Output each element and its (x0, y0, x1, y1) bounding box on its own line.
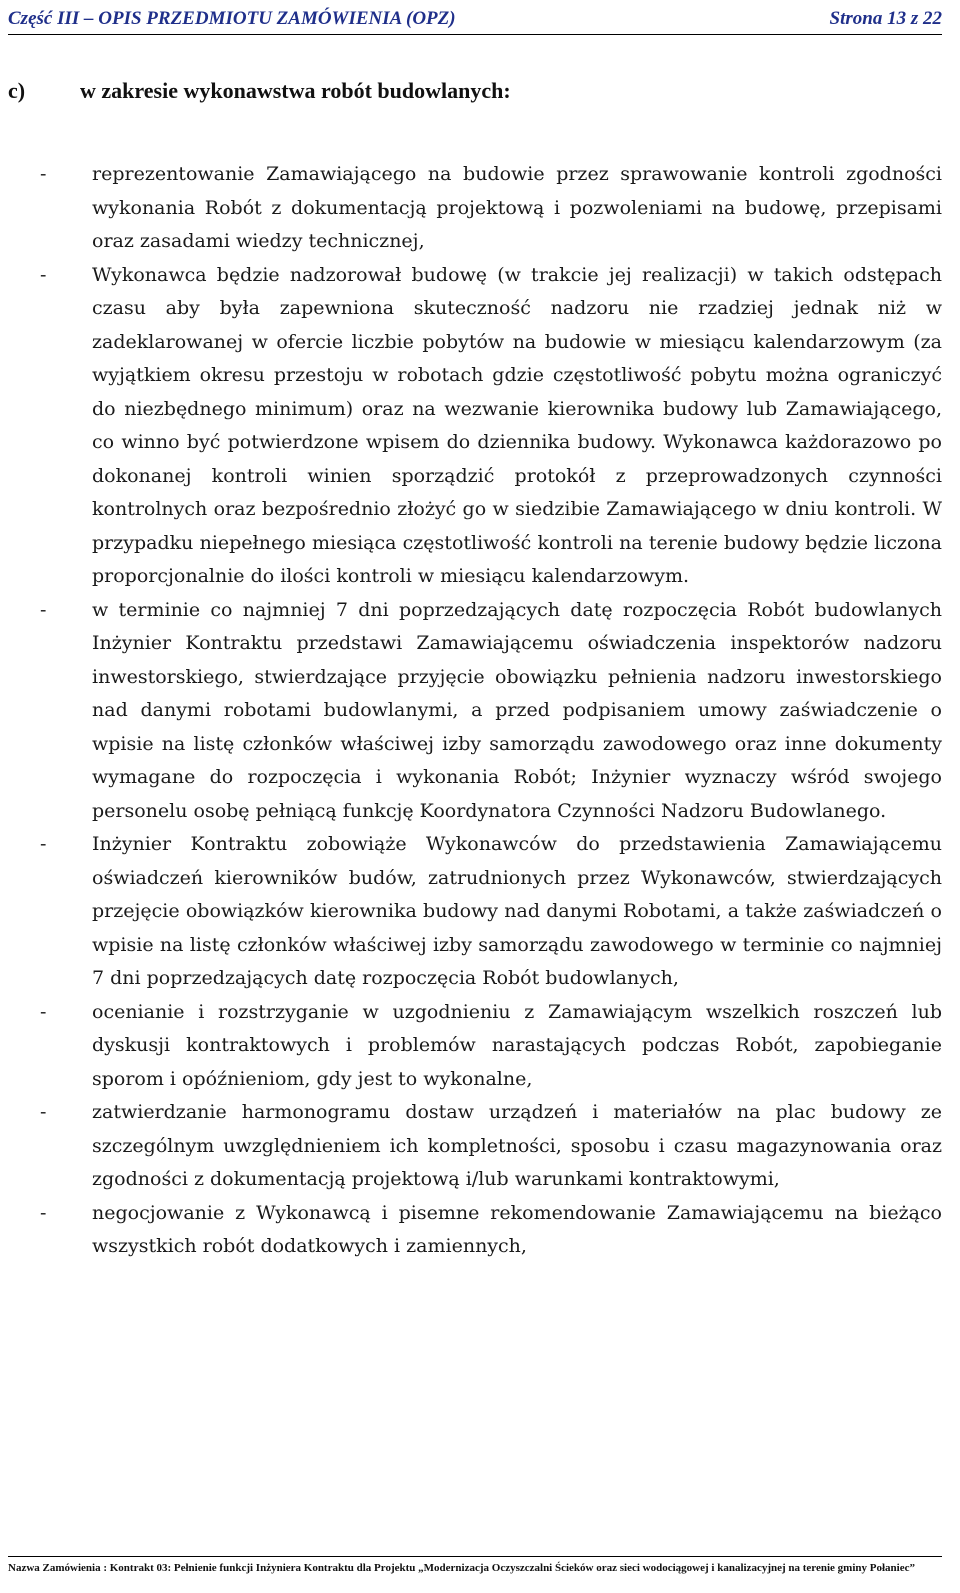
section-title: w zakresie wykonawstwa robót budowlanych: (80, 78, 511, 103)
list-item (40, 1096, 942, 1197)
list-item-text: Inżynier Kontraktu zobowiąże Wykonawców do przedstawienia Zamawiającemu oświadczeń kierowników budów, zatrudnionych przez Wykonawców, stwierdzających przejęcie obowiązków kierownika budowy nad danymi Robotami, a także zaświadczeń o wpisie na listę członków właściwej izby samorządu zawodowego w terminie co najmniej 7 dni poprzedzających datę rozpoczęcia Robót budowlanych, (92, 833, 942, 989)
section-letter: c) (8, 78, 26, 103)
list-dash: - (40, 1201, 47, 1224)
list-item-text: negocjowanie z Wykonawcą i pisemne rekomendowanie Zamawiającemu na bieżąco wszystkich robót dodatkowych i zamiennych, (92, 1201, 942, 1257)
list-dash: - (40, 163, 47, 185)
list-dash: - (40, 263, 47, 286)
list-item (40, 594, 942, 829)
page-header (8, 4, 942, 35)
list-item (40, 158, 942, 259)
page-footer (8, 1556, 942, 1576)
list-item (40, 259, 942, 594)
footer-contract-name: Nazwa Zamówienia : Kontrakt 03: Pełnienie funkcji Inżyniera Kontraktu dla Projektu „Modernizacja Oczyszczalni Ścieków oraz sieci wodociągowej i kanalizacyjnej na terenie gminy Połaniec” (8, 1562, 915, 1574)
list-dash: - (40, 833, 47, 855)
list-item (40, 996, 942, 1097)
list-dash: - (40, 598, 47, 621)
list-item-text: Wykonawca będzie nadzorował budowę (w trakcie jej realizacji) w takich odstępach czasu aby była zapewniona skuteczność nadzoru nie rzadziej jednak niż w zadeklarowanej w ofercie liczbie pobytów na budowie w miesiącu kalendarzowym (za wyjątkiem okresu przestoju w robotach gdzie częstotliwość pobytu można ograniczyć do niezbędnego minimum) oraz na wezwanie kierownika budowy lub Zamawiającego, co winno być potwierdzone wpisem do dziennika budowy. Wykonawca każdorazowo po dokonanej kontroli winien sporządzić protokół z przeprowadzonych czynności kontrolnych oraz bezpośrednio złożyć go w siedzibie Zamawiającego w dniu kontroli. W przypadku niepełnego miesiąca częstotliwość kontroli na terenie budowy będzie liczona proporcjonalnie do ilości kontroli w miesiącu kalendarzowym. (92, 263, 942, 587)
list-dash: - (40, 1000, 47, 1023)
section-heading (8, 78, 511, 104)
list-dash: - (40, 1101, 47, 1123)
list-item (40, 1197, 942, 1264)
document-part-title: Część III – OPIS PRZEDMIOTU ZAMÓWIENIA (OPZ) (8, 8, 456, 29)
list-item-text: zatwierdzanie harmonogramu dostaw urządzeń i materiałów na plac budowy ze szczególnym uwzględnieniem ich kompletności, sposobu i czasu magazynowania oraz zgodności z dokumentacją projektową i/lub warunkami kontraktowymi, (92, 1101, 942, 1190)
list-item-text: ocenianie i rozstrzyganie w uzgodnieniu z Zamawiającym wszelkich roszczeń lub dyskusji kontraktowych i problemów narastających podczas Robót, zapobieganie sporom i opóźnieniom, gdy jest to wykonalne, (92, 1000, 942, 1090)
list-item-text: reprezentowanie Zamawiającego na budowie przez sprawowanie kontroli zgodności wykonania Robót z dokumentacją projektową i pozwoleniami na budowę, przepisami oraz zasadami wiedzy technicznej, (92, 163, 942, 252)
page-number: Strona 13 z 22 (829, 8, 942, 29)
document-body (40, 158, 942, 1264)
list-item-text: w terminie co najmniej 7 dni poprzedzających datę rozpoczęcia Robót budowlanych Inżynier Kontraktu przedstawi Zamawiającemu oświadczenia inspektorów nadzoru inwestorskiego, stwierdzające przyjęcie obowiązku pełnienia nadzoru inwestorskiego nad danymi robotami budowlanymi, a przed podpisaniem umowy zaświadczenie o wpisie na listę członków właściwej izby samorządu zawodowego oraz inne dokumenty wymagane do rozpoczęcia i wykonania Robót; Inżynier wyznaczy wśród swojego personelu osobę pełniącą funkcję Koordynatora Czynności Nadzoru Budowlanego. (92, 598, 942, 822)
list-item (40, 828, 942, 996)
